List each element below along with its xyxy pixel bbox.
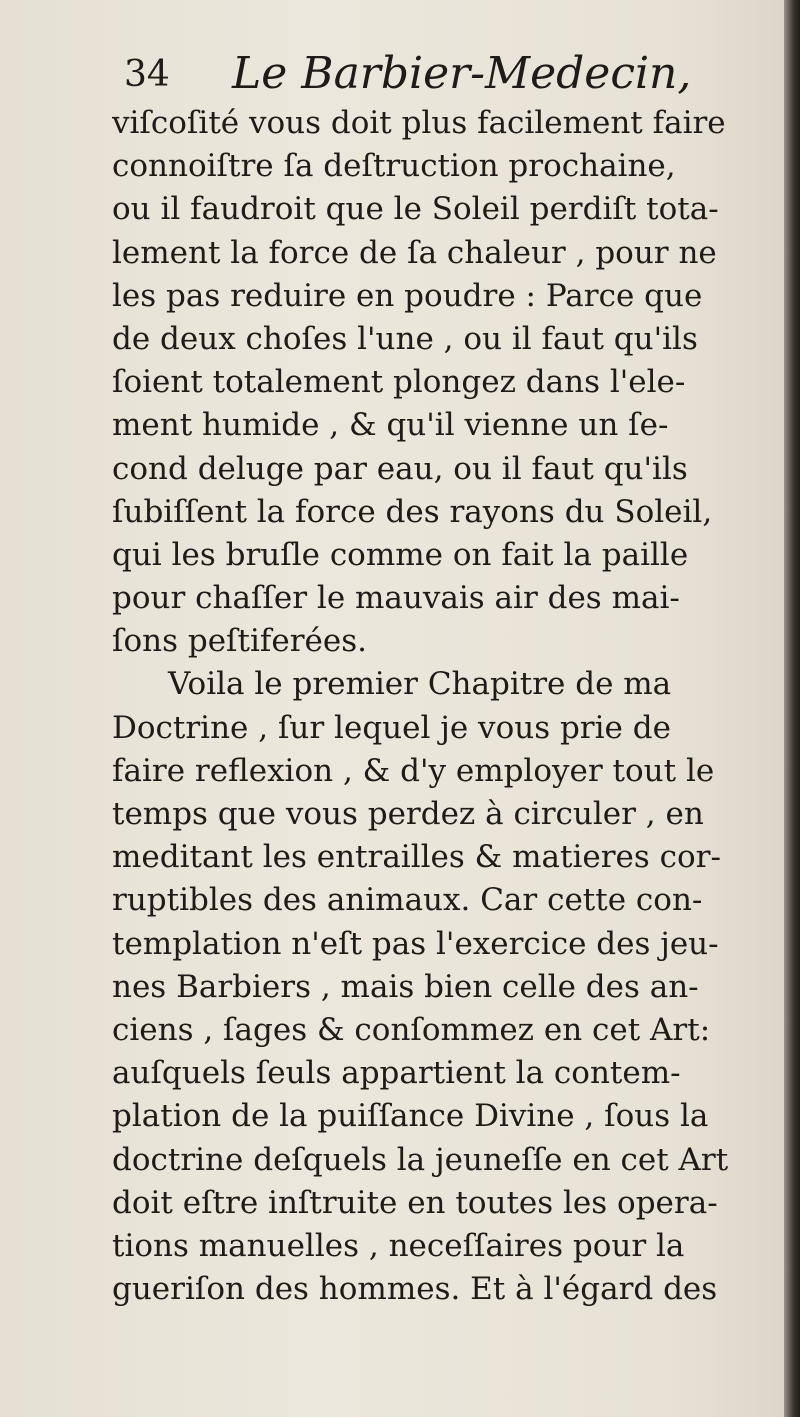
text-line: ſubiſſent la force des rayons du Soleil, bbox=[112, 493, 713, 530]
text-line: plation de la puiſſance Divine , ſous la bbox=[112, 1098, 709, 1135]
text-line: meditant les entrailles & matieres cor- bbox=[112, 839, 721, 876]
text-line: ſoient totalement plongez dans l'ele- bbox=[112, 364, 686, 401]
text-line: cond deluge par eau, ou il faut qu'ils bbox=[112, 450, 688, 487]
text-line: qui les bruſle comme on fait la paille bbox=[112, 536, 689, 573]
text-line: doctrine deſquels la jeuneſſe en cet Art bbox=[112, 1141, 729, 1178]
text-line: auſquels ſeuls appartient la contem- bbox=[112, 1055, 681, 1092]
text-line: pour chaſſer le mauvais air des mai- bbox=[112, 580, 680, 617]
text-line: connoiſtre ſa deſtruction prochaine, bbox=[112, 148, 676, 185]
text-line: temps que vous perdez à circuler , en bbox=[112, 796, 704, 832]
page-header bbox=[124, 48, 764, 108]
text-line: ou il faudroit que le Soleil perdiſt tota- bbox=[112, 191, 719, 228]
text-line: gueriſon des hommes. Et à l'égard des bbox=[112, 1271, 718, 1308]
text-line: viſcoſité vous doit plus facilement faire bbox=[112, 105, 726, 141]
text-line: Voila le premier Chapitre de ma bbox=[168, 666, 672, 703]
running-title: Le Barbier-Medecin, bbox=[232, 48, 692, 99]
text-line: de deux choſes l'une , ou il faut qu'ils bbox=[112, 320, 698, 357]
text-line: templation n'eſt pas l'exercice des jeu- bbox=[112, 925, 719, 962]
text-line: les pas reduire en poudre : Parce que bbox=[112, 277, 703, 314]
text-line: ciens , ſages & conſommez en cet Art: bbox=[112, 1011, 711, 1048]
text-line: ment humide , & qu'il vienne un ſe- bbox=[112, 407, 669, 444]
text-line: ſons peſtiferées. bbox=[112, 623, 367, 660]
text-line: tions manuelles , neceſſaires pour la bbox=[112, 1227, 685, 1264]
page-number: 34 bbox=[124, 54, 170, 95]
body-text bbox=[112, 102, 772, 1311]
text-line: ruptibles des animaux. Car cette con- bbox=[112, 882, 703, 919]
text-line: nes Barbiers , mais bien celle des an- bbox=[112, 968, 699, 1005]
text-line: lement la force de ſa chaleur , pour ne bbox=[112, 234, 717, 271]
text-line: Doctrine , ſur lequel je vous prie de bbox=[112, 709, 671, 746]
text-line: doit eſtre inſtruite en toutes les opera- bbox=[112, 1184, 718, 1221]
text-line: faire reflexion , & d'y employer tout le bbox=[112, 752, 715, 789]
page-edge-shadow bbox=[784, 0, 800, 1417]
